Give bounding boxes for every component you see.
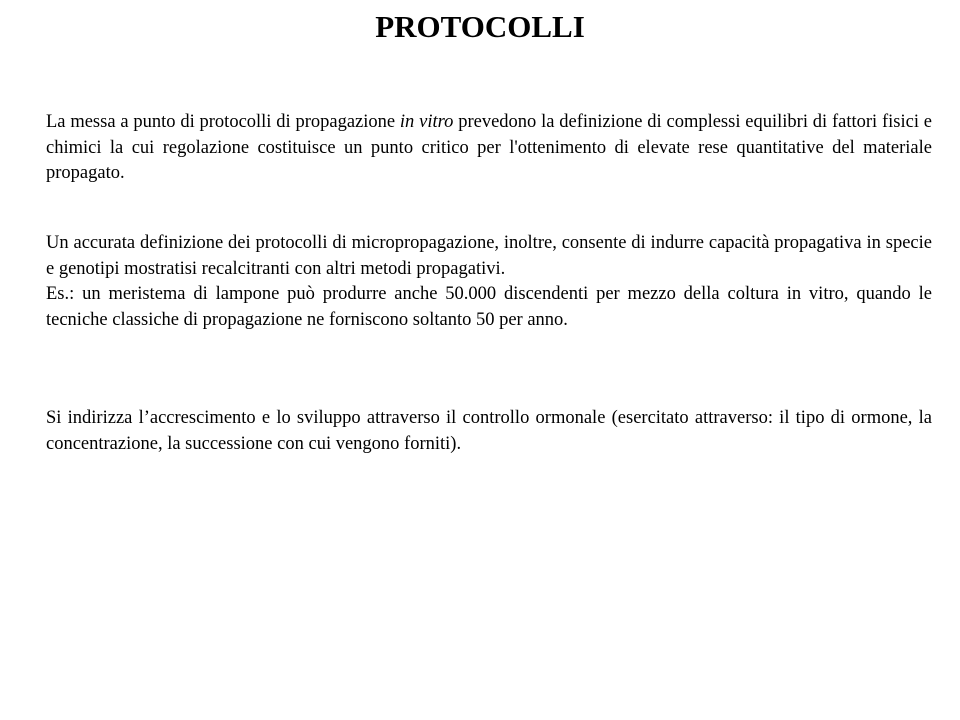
paragraph-text: prevedono la definizione di complessi equilibri di fattori fisici e chimici la cui regolazione costituisce un punto critico per l'ottenimento di elevate rese quantitative del materiale propagato. <box>46 112 932 183</box>
example-text: Es.: un meristema di lampone può produrre anche 50.000 discendenti per mezzo della coltura in vitro, quando le tecniche classiche di propagazione ne forniscono soltanto 50 per anno. <box>46 284 932 330</box>
paragraph-text: La messa a punto di protocolli di propagazione <box>46 112 400 132</box>
paragraph-micropropagation <box>46 231 932 333</box>
paragraph-hormonal-control: Si indirizza l’accrescimento e lo sviluppo attraverso il controllo ormonale (esercitato attraverso: il tipo di ormone, la concentrazione, la successione con cui vengono forniti). <box>46 408 932 454</box>
paragraph-in-vitro-protocols <box>46 110 932 187</box>
italic-term: in vitro <box>399 112 454 132</box>
slide-title: PROTOCOLLI <box>375 9 585 44</box>
paragraph-text: Un accurata definizione dei protocolli di micropropagazione, inoltre, consente di indurre capacità propagativa in specie e genotipi mostratisi recalcitranti con altri metodi propagativi. <box>46 233 932 279</box>
